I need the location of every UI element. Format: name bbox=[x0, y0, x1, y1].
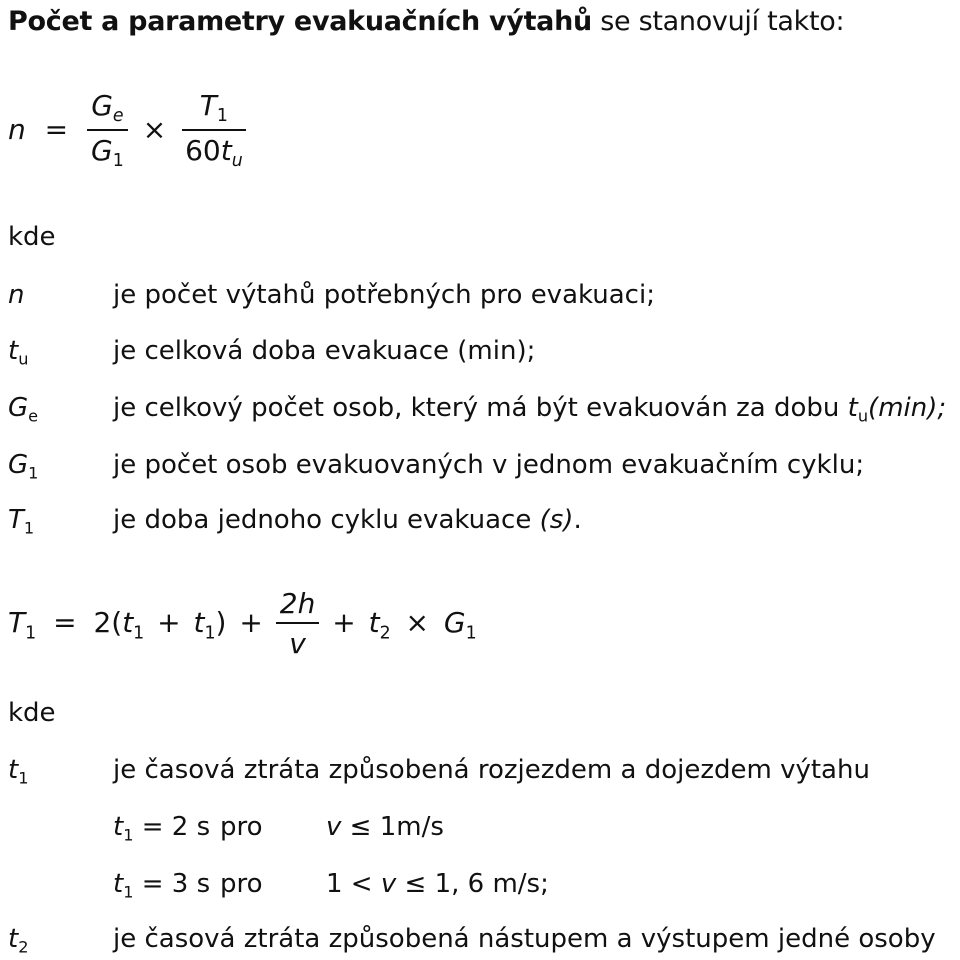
def-symbol-ge: $G_e$ bbox=[8, 393, 39, 426]
eq1-fraction-2: $\frac{T_1}{60t_u}$ bbox=[181, 90, 247, 172]
eq1-fraction-1: $\frac{G_e}{G_1}$ bbox=[87, 90, 128, 172]
def-symbol-n: n bbox=[8, 280, 25, 310]
t1-case-2-pro: pro bbox=[220, 869, 263, 899]
eq2-fraction: $\frac{2h}{v}$ bbox=[276, 588, 320, 660]
def-text-n: je počet výtahů potřebných pro evakuaci; bbox=[113, 280, 655, 310]
def-text-tu: je celková doba evakuace (min); bbox=[113, 336, 536, 366]
equation-2: $T_1 = 2(t_1 + t_1)$ + $\frac{2h}{v}$ + $t_2 \times G_1$ bbox=[8, 587, 477, 661]
eq1-equals: = bbox=[44, 113, 69, 147]
def-symbol-tu: $t_u$ bbox=[8, 336, 29, 369]
def-symbol-t1-loss: $t_1$ bbox=[8, 755, 29, 788]
def-text-t2: je časová ztráta způsobená nástupem a výstupem jedné osoby bbox=[113, 924, 936, 954]
kde-label-1: kde bbox=[8, 222, 56, 252]
t1-case-2-cond: 1 < v ≤ 1, 6 m/s; bbox=[326, 869, 549, 899]
def-text-t1: je doba jednoho cyklu evakuace (s). bbox=[113, 505, 582, 535]
def-text-t1-loss: je časová ztráta způsobená rozjezdem a dojezdem výtahu bbox=[113, 755, 870, 785]
title-rest: se stanovují takto: bbox=[591, 6, 845, 37]
def-symbol-t2: $t_2$ bbox=[8, 924, 29, 957]
t1-case-1-cond: v ≤ 1m/s bbox=[326, 812, 444, 842]
title-bold: Počet a parametry evakuačních výtahů bbox=[8, 6, 592, 37]
section-title bbox=[8, 6, 844, 37]
equation-1 bbox=[8, 90, 247, 172]
def-symbol-t1: $T_1$ bbox=[8, 505, 35, 538]
t1-case-1: $t_1 = 2$ s bbox=[113, 812, 211, 845]
eq1-lhs: n bbox=[8, 113, 26, 147]
t1-case-2: $t_1 = 3$ s bbox=[113, 869, 211, 902]
kde-label-2: kde bbox=[8, 698, 56, 728]
def-symbol-g1: $G_1$ bbox=[8, 450, 39, 483]
eq1-times: × bbox=[142, 113, 167, 147]
t1-case-1-pro: pro bbox=[220, 812, 263, 842]
def-text-ge: je celkový počet osob, který má být evakuován za dobu $t_u(\min)$; bbox=[113, 393, 947, 426]
def-text-g1: je počet osob evakuovaných v jednom evakuačním cyklu; bbox=[113, 450, 865, 480]
